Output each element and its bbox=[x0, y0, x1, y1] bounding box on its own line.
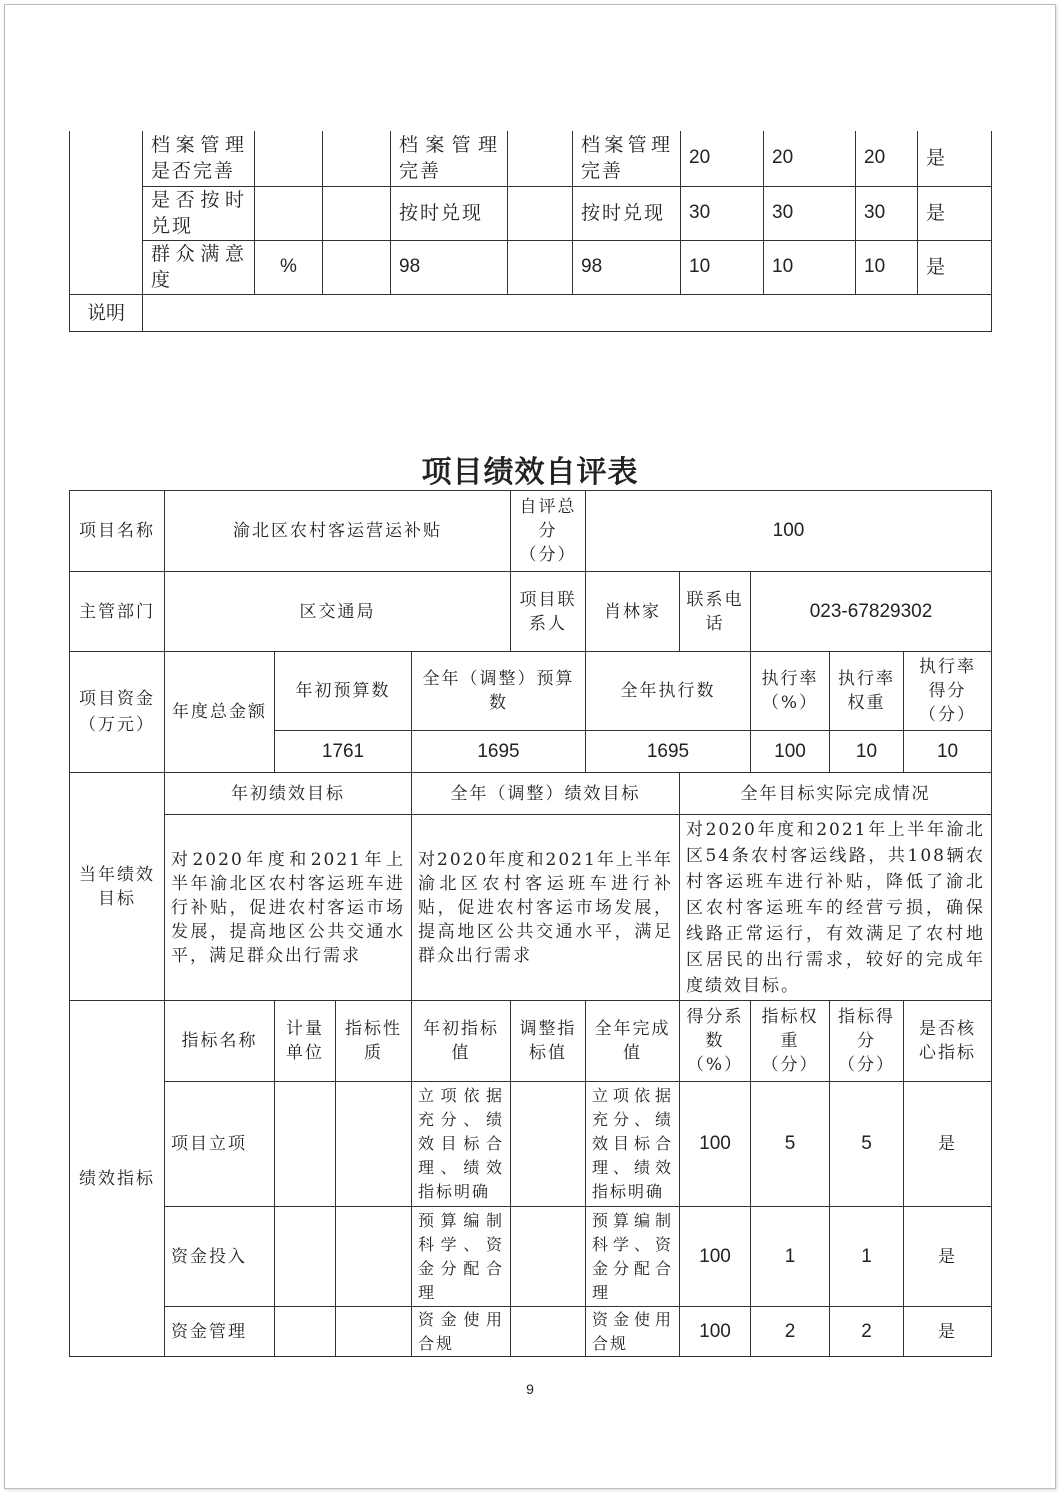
indicator-score: 5 bbox=[830, 1082, 904, 1207]
indicator-core: 是 bbox=[904, 1207, 992, 1307]
continued-indicator-table bbox=[69, 131, 992, 332]
indicator-weight: 10 bbox=[764, 240, 856, 294]
header-score: 指标得分（分） bbox=[830, 1001, 904, 1082]
header-coef: 得分系数（%） bbox=[680, 1001, 751, 1082]
indicator-completed: 资金使用合规 bbox=[586, 1307, 680, 1357]
indicator-core: 是 bbox=[904, 1082, 992, 1207]
header-core: 是否核心指标 bbox=[904, 1001, 992, 1082]
indicator-adjusted bbox=[508, 131, 573, 186]
header-completed: 全年完成值 bbox=[586, 1001, 680, 1082]
indicator-core: 是 bbox=[918, 186, 992, 240]
indicator-coef: 100 bbox=[680, 1207, 751, 1307]
indicator-core: 是 bbox=[918, 240, 992, 294]
indicator-unit bbox=[275, 1307, 336, 1357]
funds-adjusted-label: 全年（调整）预算数 bbox=[412, 652, 586, 731]
project-name: 渝北区农村客运营运补贴 bbox=[165, 491, 511, 572]
indicator-unit bbox=[275, 1082, 336, 1207]
indicator-weight: 1 bbox=[751, 1207, 830, 1307]
indicator-initial: 预算编制科学、资金分配合理 bbox=[412, 1207, 511, 1307]
indicator-initial: 档案管理完善 bbox=[391, 131, 508, 186]
indicator-adjusted bbox=[508, 240, 573, 294]
header-adjusted: 调整指标值 bbox=[511, 1001, 586, 1082]
header-unit: 计量单位 bbox=[275, 1001, 336, 1082]
indicator-score: 20 bbox=[856, 131, 918, 186]
indicator-adjusted bbox=[508, 186, 573, 240]
table-row bbox=[70, 1207, 992, 1307]
indicator-weight: 2 bbox=[751, 1307, 830, 1357]
header-name: 指标名称 bbox=[165, 1001, 275, 1082]
funds-rate-score-label: 执行率得分（分） bbox=[904, 652, 992, 731]
funds-rate-weight: 10 bbox=[830, 731, 904, 773]
funds-rate: 100 bbox=[751, 731, 830, 773]
indicator-score: 10 bbox=[856, 240, 918, 294]
indicator-name: 是否按时兑现 bbox=[143, 186, 255, 240]
page-number: 9 bbox=[526, 1381, 534, 1397]
indicator-nature bbox=[323, 240, 391, 294]
indicator-name: 资金投入 bbox=[165, 1207, 275, 1307]
indicator-nature bbox=[336, 1207, 412, 1307]
table-row bbox=[70, 1082, 992, 1207]
goals-content-row bbox=[70, 815, 992, 1001]
indicator-unit bbox=[255, 186, 323, 240]
indicator-coef: 10 bbox=[681, 240, 764, 294]
indicator-completed: 按时兑现 bbox=[573, 186, 681, 240]
indicator-initial: 资金使用合规 bbox=[412, 1307, 511, 1357]
indicator-score: 30 bbox=[856, 186, 918, 240]
indicator-weight: 30 bbox=[764, 186, 856, 240]
score-label: 自评总分（分） bbox=[511, 491, 586, 572]
goals-actual-label: 全年目标实际完成情况 bbox=[680, 773, 992, 815]
department-row bbox=[70, 572, 992, 652]
indicator-coef: 100 bbox=[680, 1307, 751, 1357]
indicator-completed: 98 bbox=[573, 240, 681, 294]
funds-rate-weight-label: 执行率权重 bbox=[830, 652, 904, 731]
project-name-label: 项目名称 bbox=[70, 491, 165, 572]
goals-label: 当年绩效目标 bbox=[70, 773, 165, 1001]
indicator-adjusted bbox=[511, 1307, 586, 1357]
table-row bbox=[70, 240, 992, 294]
header-weight: 指标权重（分） bbox=[751, 1001, 830, 1082]
phone-value: 023-67829302 bbox=[751, 572, 992, 652]
indicator-unit: % bbox=[255, 240, 323, 294]
table-row bbox=[70, 131, 992, 186]
funds-executed: 1695 bbox=[586, 731, 751, 773]
note-value bbox=[143, 294, 992, 331]
goals-adjusted: 对2020年度和2021年上半年渝北区农村客运班车进行补贴，促进农村客运市场发展，提高地区公共交通水平，满足群众出行需求 bbox=[412, 815, 680, 1001]
total-score: 100 bbox=[586, 491, 992, 572]
table-row bbox=[70, 1307, 992, 1357]
indicator-weight: 20 bbox=[764, 131, 856, 186]
indicator-core: 是 bbox=[918, 131, 992, 186]
indicator-coef: 100 bbox=[680, 1082, 751, 1207]
funds-adjusted: 1695 bbox=[412, 731, 586, 773]
indicator-completed: 预算编制科学、资金分配合理 bbox=[586, 1207, 680, 1307]
contact-label: 项目联系人 bbox=[511, 572, 586, 652]
funds-initial: 1761 bbox=[275, 731, 412, 773]
indicators-label: 绩效指标 bbox=[70, 1001, 165, 1357]
funds-initial-label: 年初预算数 bbox=[275, 652, 412, 731]
indicator-adjusted bbox=[511, 1207, 586, 1307]
funds-header-row bbox=[70, 652, 992, 731]
header-initial: 年初指标值 bbox=[412, 1001, 511, 1082]
indicator-weight: 5 bbox=[751, 1082, 830, 1207]
funds-total-label: 年度总金额 bbox=[165, 652, 275, 773]
goals-actual: 对2020年度和2021年上半年渝北区54条农村客运线路，共108辆农村客运班车进行补贴，降低了渝北区农村客运班车的经营亏损，确保线路正常运行，有效满足了农村地区居民的出行需求，较好的完成年度绩效目标。 bbox=[680, 815, 992, 1001]
indicator-name: 资金管理 bbox=[165, 1307, 275, 1357]
dept-value: 区交通局 bbox=[165, 572, 511, 652]
indicator-coef: 30 bbox=[681, 186, 764, 240]
funds-rate-label: 执行率（%） bbox=[751, 652, 830, 731]
indicator-core: 是 bbox=[904, 1307, 992, 1357]
indicator-completed: 立项依据充分、绩效目标合理、绩效指标明确 bbox=[586, 1082, 680, 1207]
project-name-row bbox=[70, 491, 992, 572]
indicator-adjusted bbox=[511, 1082, 586, 1207]
indicators-header-row bbox=[70, 1001, 992, 1082]
indicator-initial: 立项依据充分、绩效目标合理、绩效指标明确 bbox=[412, 1082, 511, 1207]
indicator-name: 项目立项 bbox=[165, 1082, 275, 1207]
indicator-completed: 档案管理完善 bbox=[573, 131, 681, 186]
indicator-initial: 按时兑现 bbox=[391, 186, 508, 240]
goals-adjusted-label: 全年（调整）绩效目标 bbox=[412, 773, 680, 815]
indicator-name: 档案管理是否完善 bbox=[143, 131, 255, 186]
note-label: 说明 bbox=[70, 294, 143, 331]
indicator-initial: 98 bbox=[391, 240, 508, 294]
funds-label: 项目资金（万元） bbox=[70, 652, 165, 773]
indicator-nature bbox=[323, 186, 391, 240]
contact-value: 肖林家 bbox=[586, 572, 680, 652]
indicator-score: 1 bbox=[830, 1207, 904, 1307]
indicator-unit bbox=[275, 1207, 336, 1307]
dept-label: 主管部门 bbox=[70, 572, 165, 652]
indicator-coef: 20 bbox=[681, 131, 764, 186]
funds-rate-score: 10 bbox=[904, 731, 992, 773]
note-row bbox=[70, 294, 992, 331]
page-title: 项目绩效自评表 bbox=[421, 455, 639, 490]
self-evaluation-table bbox=[69, 490, 992, 1357]
goals-header-row bbox=[70, 773, 992, 815]
goals-initial-label: 年初绩效目标 bbox=[165, 773, 412, 815]
indicator-nature bbox=[323, 131, 391, 186]
indicator-score: 2 bbox=[830, 1307, 904, 1357]
table-row bbox=[70, 186, 992, 240]
funds-executed-label: 全年执行数 bbox=[586, 652, 751, 731]
goals-initial: 对2020年度和2021年上半年渝北区农村客运班车进行补贴，促进农村客运市场发展，提高地区公共交通水平，满足群众出行需求 bbox=[165, 815, 412, 1001]
indicator-nature bbox=[336, 1307, 412, 1357]
blank-cell bbox=[70, 131, 143, 294]
indicator-unit bbox=[255, 131, 323, 186]
header-nature: 指标性质 bbox=[336, 1001, 412, 1082]
indicator-nature bbox=[336, 1082, 412, 1207]
phone-label: 联系电话 bbox=[680, 572, 751, 652]
indicator-name: 群众满意度 bbox=[143, 240, 255, 294]
